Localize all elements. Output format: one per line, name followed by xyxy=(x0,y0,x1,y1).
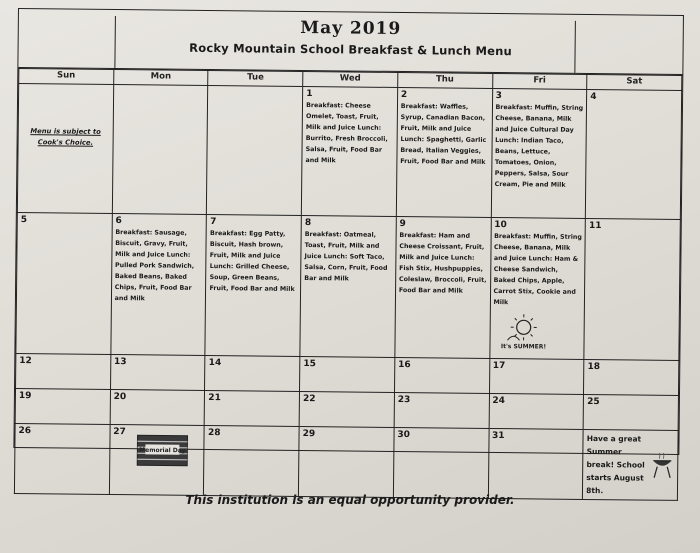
day-cell xyxy=(394,357,489,393)
day-cell xyxy=(396,87,492,217)
day-number: 31 xyxy=(492,430,505,442)
day-number: 6 xyxy=(115,216,122,227)
summer-sun-icon xyxy=(493,312,553,351)
weekday-tue: Tue xyxy=(208,70,303,86)
day-menu: Breakfast: Oatmeal, Toast, Fruit, Milk and Juice Lunch: Soft Taco, Salsa, Corn, Fruit, Food Bar and Milk xyxy=(304,231,388,283)
equal-opportunity-footer: This institution is an equal opportunity provider. xyxy=(185,493,515,507)
day-cell xyxy=(300,215,396,357)
day-number: 12 xyxy=(19,356,32,367)
day-cell xyxy=(491,88,587,218)
weekday-thu: Thu xyxy=(398,72,493,88)
day-cell xyxy=(584,359,679,395)
day-cell xyxy=(583,394,678,430)
week-row-5 xyxy=(14,423,678,500)
day-number: 22 xyxy=(302,394,316,405)
day-number: 1 xyxy=(306,89,313,100)
day-cell xyxy=(205,355,300,391)
memorial-day-flag-icon xyxy=(135,433,189,468)
summer-break-message: Have a great Summer break! School starts August 8th. xyxy=(586,433,645,496)
day-cell xyxy=(395,216,491,358)
day-cell xyxy=(488,428,583,499)
day-number: 30 xyxy=(397,429,410,441)
day-number: 15 xyxy=(303,359,316,370)
day-menu: Breakfast: Egg Patty, Biscuit, Hash brown, Fruit, Milk and Juice Lunch: Grilled Cheese, Soup, Green Beans, Fruit, Food Bar and Milk xyxy=(209,230,295,293)
day-number: 9 xyxy=(399,219,406,230)
day-cell-message xyxy=(583,429,679,500)
day-number: 5 xyxy=(20,215,28,226)
page-title: May 2019 xyxy=(300,17,402,40)
summer-clipart-label: It's SUMMER! xyxy=(500,343,546,351)
day-cell-note xyxy=(17,84,113,214)
day-cell xyxy=(489,358,584,394)
weekday-sat: Sat xyxy=(587,74,682,90)
day-cell xyxy=(299,391,394,427)
day-number: 20 xyxy=(113,392,127,403)
day-cell-empty xyxy=(112,85,208,215)
day-number: 26 xyxy=(18,426,32,437)
day-number: 17 xyxy=(492,360,506,372)
day-number: 14 xyxy=(208,358,222,369)
day-menu: Breakfast: Cheese Omelet, Toast, Fruit, Milk and Juice Lunch: Burrito, Fresh Broccoli, Salsa, Fruit, Food Bar and Milk xyxy=(305,102,388,165)
day-cell xyxy=(489,393,584,429)
day-cell xyxy=(301,86,397,216)
day-cell xyxy=(110,389,205,425)
day-cell xyxy=(584,218,680,360)
day-number: 27 xyxy=(113,427,126,438)
day-number: 29 xyxy=(302,429,316,440)
weekday-wed: Wed xyxy=(303,71,398,87)
day-cell xyxy=(14,423,109,494)
day-cell xyxy=(205,214,301,356)
day-cell xyxy=(15,388,110,424)
day-number: 28 xyxy=(207,428,221,439)
day-number: 10 xyxy=(494,219,507,231)
day-cell xyxy=(489,217,585,359)
cooks-choice-note: Menu is subject to Cook's Choice. xyxy=(30,127,101,147)
calendar-grid xyxy=(14,68,682,501)
day-cell xyxy=(16,353,111,389)
day-cell xyxy=(586,89,682,219)
day-number: 19 xyxy=(18,391,32,402)
day-cell xyxy=(110,354,205,390)
day-menu: Breakfast: Muffin, String Cheese, Banana, Milk and Juice Cultural Day Lunch: Indian Taco, Beans, Lettuce, Tomatoes, Onion, Peppers, Salsa, Sour Cream, Pie and Milk xyxy=(494,104,584,189)
day-number: 8 xyxy=(304,218,312,229)
menu-calendar-sheet xyxy=(13,8,684,496)
day-cell xyxy=(109,424,204,495)
day-cell xyxy=(205,390,300,426)
grill-icon xyxy=(651,453,673,479)
day-cell xyxy=(394,392,489,428)
day-number: 4 xyxy=(590,91,597,103)
day-number: 2 xyxy=(400,90,408,101)
day-number: 25 xyxy=(587,396,600,408)
day-number: 21 xyxy=(208,393,221,404)
weekday-sun: Sun xyxy=(19,69,114,85)
day-number: 3 xyxy=(495,91,502,102)
day-cell-empty xyxy=(207,85,303,215)
day-menu: Breakfast: Ham and Cheese Croissant, Fruit, Milk and Juice Lunch: Fish Stix, Hushpuppies, Coleslaw, Broccoli, Fruit, Food Bar and Milk xyxy=(398,232,487,295)
day-number: 7 xyxy=(210,217,217,228)
weekday-mon: Mon xyxy=(113,70,208,86)
page-subtitle: Rocky Mountain School Breakfast & Lunch Menu xyxy=(189,40,513,59)
day-menu: Breakfast: Waffles, Syrup, Canadian Bacon, Fruit, Milk and Juice Lunch: Spaghetti, Garlic Bread, Italian Veggies, Fruit, Food Bar and Milk xyxy=(400,103,487,166)
day-number: 23 xyxy=(397,394,411,406)
day-cell xyxy=(16,213,112,355)
day-number: 16 xyxy=(398,360,411,371)
title-row xyxy=(18,15,683,75)
day-menu: Breakfast: Muffin, String Cheese, Banana, Milk and Juice Lunch: Ham & Cheese Sandwich, Baked Chips, Apple, Carrot Stix, Cookie and Milk xyxy=(493,232,582,307)
day-number: 11 xyxy=(588,220,602,232)
day-cell xyxy=(111,213,207,355)
day-cell xyxy=(393,427,488,498)
day-number: 24 xyxy=(492,395,506,407)
week-row-2 xyxy=(16,213,680,361)
day-cell xyxy=(300,356,395,392)
day-cell xyxy=(299,426,394,497)
day-menu: Breakfast: Sausage, Biscuit, Gravy, Fruit, Milk and Juice Lunch: Pulled Pork Sandwich, Baked Beans, Baked Chips, Fruit, Food Bar and Milk xyxy=(114,229,195,303)
day-number: 13 xyxy=(113,357,127,368)
day-cell xyxy=(204,425,299,496)
memorial-clipart-label: Memorial Day xyxy=(138,446,186,455)
weekday-fri: Fri xyxy=(492,73,587,89)
week-row-1 xyxy=(17,84,681,220)
day-number: 18 xyxy=(587,361,601,373)
